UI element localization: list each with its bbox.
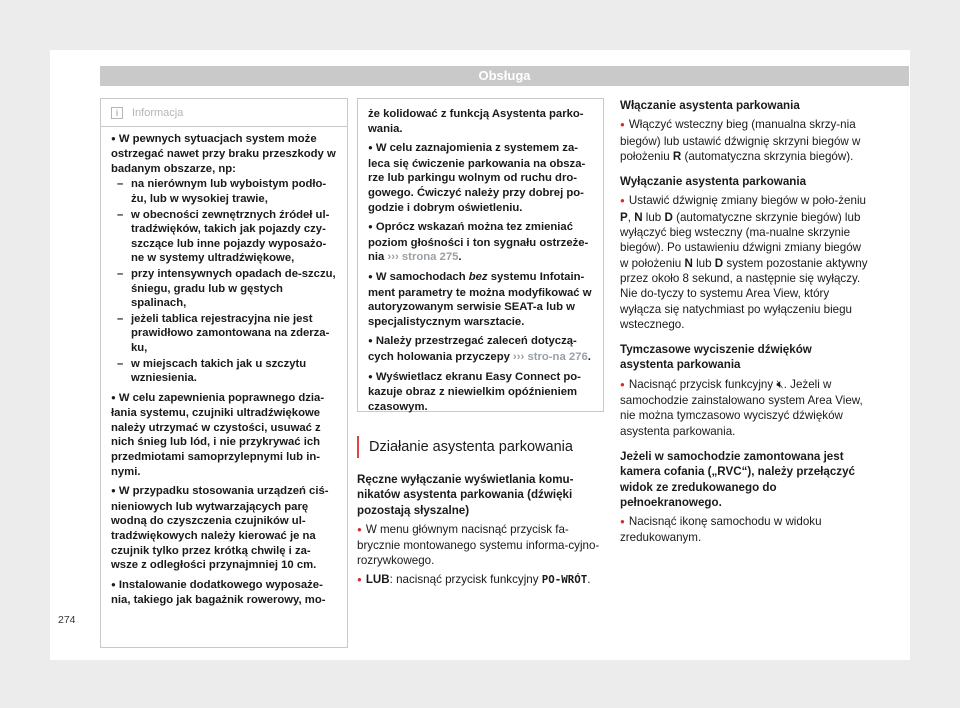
- info-bullet: ● W celu zaznajomienia z systemem za-leca się ćwiczenie parkowania na obsza-rze lub parkingu wolnym od ruchu dro-gowego. Ćwiczyć należy przy dobrej po-godzie i dobrym oświetleniu.: [368, 141, 593, 215]
- mute-icon: 🔇︎: [776, 377, 784, 391]
- info-bullet: ● Instalowanie dodatkowego wyposaże-nia, takiego jak bagażnik rowerowy, mo-: [111, 578, 337, 608]
- info-bullet: ● W pewnych sytuacjach system może ostrzegać nawet przy braku przeszkody w badanym obszarze, np:: [111, 132, 337, 177]
- section-title: Działanie asystenta parkowania: [357, 436, 604, 458]
- subheading: Ręczne wyłączanie wyświetlania komu-nikatów asystenta parkowania (dźwięki pozostają słyszalne): [357, 473, 574, 517]
- info-box-right: [357, 98, 604, 412]
- info-dash-item: – w obecności zewnętrznych źródeł ul-tradźwięków, takich jak pojazdy czy-szczące lub inne pojazdy wyposażo-ne w systemy ultradźwiękowe,: [117, 208, 337, 266]
- info-continuation: że kolidować z funkcją Asystenta parko-wania.: [368, 108, 584, 135]
- step-item: ● Nacisnąć ikonę samochodu w widoku zredukowanym.: [620, 514, 868, 546]
- step-item: ● Ustawić dźwignię zmiany biegów w poło-żeniu P, N lub D (automatyczne skrzynie biegów) lub wyłączyć bieg wsteczny (ma-nualne skrzynie biegów). Po ustawieniu dźwigni zmiany biegów w położeniu N lub D system pozostanie aktywny przez około 8 sekund, a następnie się wyłączy. Nie do-tyczy to systemu Area View, który wyłącza się natychmiast po wyłączeniu biegu wstecznego.: [620, 193, 868, 332]
- info-header: [101, 99, 347, 127]
- subheading: Tymczasowe wyciszenie dźwięków asystenta parkowania: [620, 343, 812, 372]
- info-bullet: ● Wyświetlacz ekranu Easy Connect po-kazuje obraz z niewielkim opóźnieniem czasowym.: [368, 370, 593, 415]
- info-bullet: ● W przypadku stosowania urządzeń ciś-nieniowych lub wytwarzających parę wodną do czyszczenia czujników ul-tradźwiękowych należy kierować je na czujnik tylko przez krótką chwilę i za-wsze z odległości przynajmniej 10 cm.: [111, 484, 337, 573]
- info-bullet: ● W samochodach bez systemu Infotain-ment parametry te można modyfikować w autoryzowanym serwisie SEAT-a lub w specjalistycznym warsztacie.: [368, 270, 593, 329]
- page-reference-link[interactable]: ››› strona 275: [387, 251, 459, 264]
- step-item: ● LUB: nacisnąć przycisk funkcyjny PO-WRÓT.: [357, 572, 604, 588]
- info-bullet: ● W celu zapewnienia poprawnego dzia-łania systemu, czujniki ultradźwiękowe należy utrzymać w czystości, usuwać z nich śnieg lub lód, i nie przykrywać ich przedmiotami samoprzylepnymi lub in-nymi.: [111, 391, 337, 480]
- subheading: Jeżeli w samochodzie zamontowana jest kamera cofania („RVC“), należy przełączyć widok ze zredukowanego do pełnoekranowego.: [620, 449, 855, 509]
- page-number: 274: [58, 614, 76, 626]
- step-item: ● W menu głównym nacisnąć przycisk fa-brycznie montowanego systemu informa-cyjno-rozrywkowego.: [357, 522, 604, 569]
- right-column: [620, 98, 868, 546]
- info-box-left: [100, 98, 348, 648]
- info-dash-item: – w miejscach takich jak u szczytu wzniesienia.: [117, 357, 337, 386]
- function-button-label: PO-WRÓT: [541, 572, 588, 586]
- section-column: [357, 436, 604, 588]
- info-dash-item: – na nierównym lub wyboistym podło-żu, lub w wysokiej trawie,: [117, 177, 337, 206]
- subheading: Wyłączanie asystenta parkowania: [620, 175, 807, 189]
- info-icon: i: [111, 107, 123, 119]
- subheading: Włączanie asystenta parkowania: [620, 99, 800, 112]
- page-header: Obsługa: [100, 66, 909, 86]
- info-dash-item: – przy intensywnych opadach de-szczu, śniegu, gradu lub w gęstych spalinach,: [117, 267, 337, 311]
- info-label: Informacja: [132, 107, 184, 119]
- info-bullet: ● Należy przestrzegać zaleceń dotyczą-cych holowania przyczepy ››› stro-na 276.: [368, 334, 593, 364]
- manual-page: [50, 50, 910, 660]
- step-item: ● Nacisnąć przycisk funkcyjny 🔇︎. Jeżeli w samochodzie zainstalowano system Area View, nie można tymczasowo wyciszyć dźwięków asystenta parkowania.: [620, 377, 868, 439]
- info-dash-item: – jeżeli tablica rejestracyjna nie jest prawidłowo zamontowana na zderza-ku,: [117, 312, 337, 356]
- info-bullet: ● Oprócz wskazań można tez zmieniać poziom głośności i ton sygnału ostrzeże-nia ››› strona 275.: [368, 220, 593, 265]
- step-item: ● Włączyć wsteczny bieg (manualna skrzy-nia biegów) lub ustawić dźwignię skrzyni biegów w położeniu R (automatyczna skrzynia biegów).: [620, 117, 868, 164]
- page-reference-link[interactable]: ››› stro-na 276: [513, 350, 588, 363]
